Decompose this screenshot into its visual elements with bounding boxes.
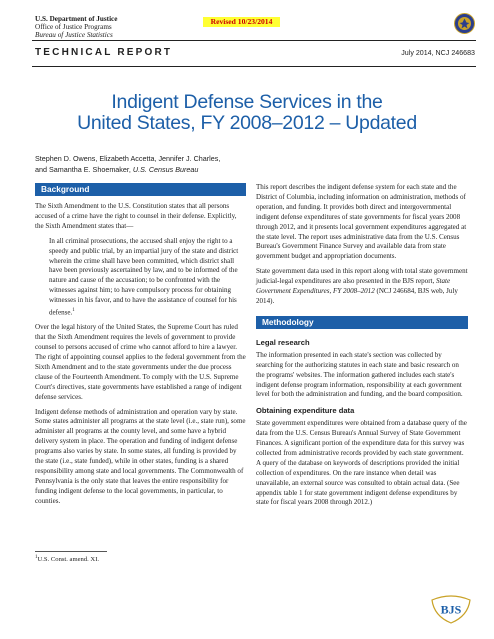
intro-para-2 [256,267,468,307]
dept-name: U.S. Department of Justice [35,15,118,23]
related-report-title: State Government Expenditures, FY 2008–2012 [256,277,451,296]
quote-footnote-ref: 1 [72,308,75,314]
department-block [35,15,117,40]
footnote [35,555,99,563]
header-rule-top [32,40,476,41]
subheading-legal-research: Legal research [256,337,310,347]
authors-line-2 [35,165,255,176]
report-type: TECHNICAL REPORT [35,47,173,58]
intro-para-2-text: State government data used in this report along with total state government judicial-legal expenditures are also presented in the BJS report, [256,267,468,286]
page-title [30,92,464,134]
title-line-1: Indigent Defense Services in the [111,91,383,113]
background-para-3: Indigent defense methods of administration and operation vary by state. Some states administer all programs at the state level (i.e., state run), some administer all programs at the county level, and some have a hybrid delivery system in place. The operation and funding of indigent defense programs also varies by state. In some states, all funding is provided by the state (i.e., state funded), while in other states, funding is a shared responsibility among state and local governments. The Commonwealth of Pennsylvania is the only state that leaves the entire responsibility for funding indigent defense to the local governments, in particular, to counties. [35,407,246,505]
bjs-logo [428,594,474,624]
left-column [35,183,246,512]
doj-seal-icon [454,13,475,34]
quote-text: In all criminal prosecutions, the accused shall enjoy the right to a speedy and public trial, by an impartial jury of the state and district wherein the crime shall have been committed, which district shall have been previously ascertained by law, and to be informed of the nature and cause of the accusation; to be confronted with the witnesses against him; to have compulsory process for obtaining witnesses in his favor, and to have the assistance of counsel for his defense. [49,236,239,317]
authors-affiliation: U.S. Census Bureau [132,164,199,174]
bureau-name: Bureau of Justice Statistics [35,31,113,40]
subheading-expenditure-data: Obtaining expenditure data [256,406,355,416]
intro-para-2-citation: (NCJ 246684, BJS web, July 2014). [256,287,458,305]
authors [35,154,255,175]
header-rule-bottom [32,66,476,67]
office-name: Office of Justice Programs [35,23,112,32]
legal-research-para: The information presented in each state's section was collected by searching for the authorizing statutes in each state and basic research on the programs' websites. The information gathered includes each state's indigent defense program information, responsibility at each government level for both the administration and funding, and the board composition. [256,350,463,399]
bjs-logo-text: BJS [440,602,462,617]
footnote-text: U.S. Const. amend. XI. [37,556,100,564]
right-column [256,183,468,513]
sixth-amendment-quote [35,237,246,319]
revised-badge: Revised 10/23/2014 [203,17,280,27]
section-heading-background: Background [35,183,246,196]
title-line-2: United States, FY 2008–2012 – Updated [77,112,417,134]
authors-names: and Samantha E. Shoemaker, [35,164,133,174]
issue-date: July 2014, NCJ 246683 [401,49,475,57]
background-para-2: Over the legal history of the United States, the Supreme Court has ruled that the Sixth Amendment requires the levels of government to provide counsel to persons accused of crime who cannot afford to hire a lawyer. The right of appointing counsel applies to the federal government from the Sixth Amendment and to the state governments under the due process clause of the Fourteenth Amendment. To comply with the U.S. Supreme Court's directives, state governments have established a range of indigent defense services. [35,323,246,401]
footnote-rule [35,551,107,552]
authors-line-1: Stephen D. Owens, Elizabeth Accetta, Jennifer J. Charles, [35,154,221,163]
expenditure-data-para: State government expenditures were obtained from a database query of the data from the U.S. Census Bureau's Annual Survey of State Government Finances. A significant portion of the expenditure data for this survey was collected from administrative records provided by each state government. A query of the database on keywords of descriptions provided the initial collection of expenditures. On the rare instance when detail was unavailable, an external source was consulted to obtain actual data. (See appendix table 1 for state government indigent defense expenditures by state for fiscal years 2008 through 2012.) [256,419,467,507]
intro-para-1: This report describes the indigent defense system for each state and the District of Columbia, including information on administration, methods of operation, and funding. It provides both direct and intergovernmental indigent defense expenditures of state governments for fiscal years 2008 through 2012, and it presents local government expenditures aggregated at the state level. The report uses administrative data from the U.S. Census Bureau's Government Finance Survey and available data from state government budget and appropriation documents. [256,183,467,261]
section-heading-methodology: Methodology [256,316,468,329]
background-para-1: The Sixth Amendment to the U.S. Constitution states that all persons accused of a crime have the right to counsel in their defense. Explicitly, the Sixth Amendment states that— [35,202,237,230]
footnote-number: 1 [35,555,38,560]
